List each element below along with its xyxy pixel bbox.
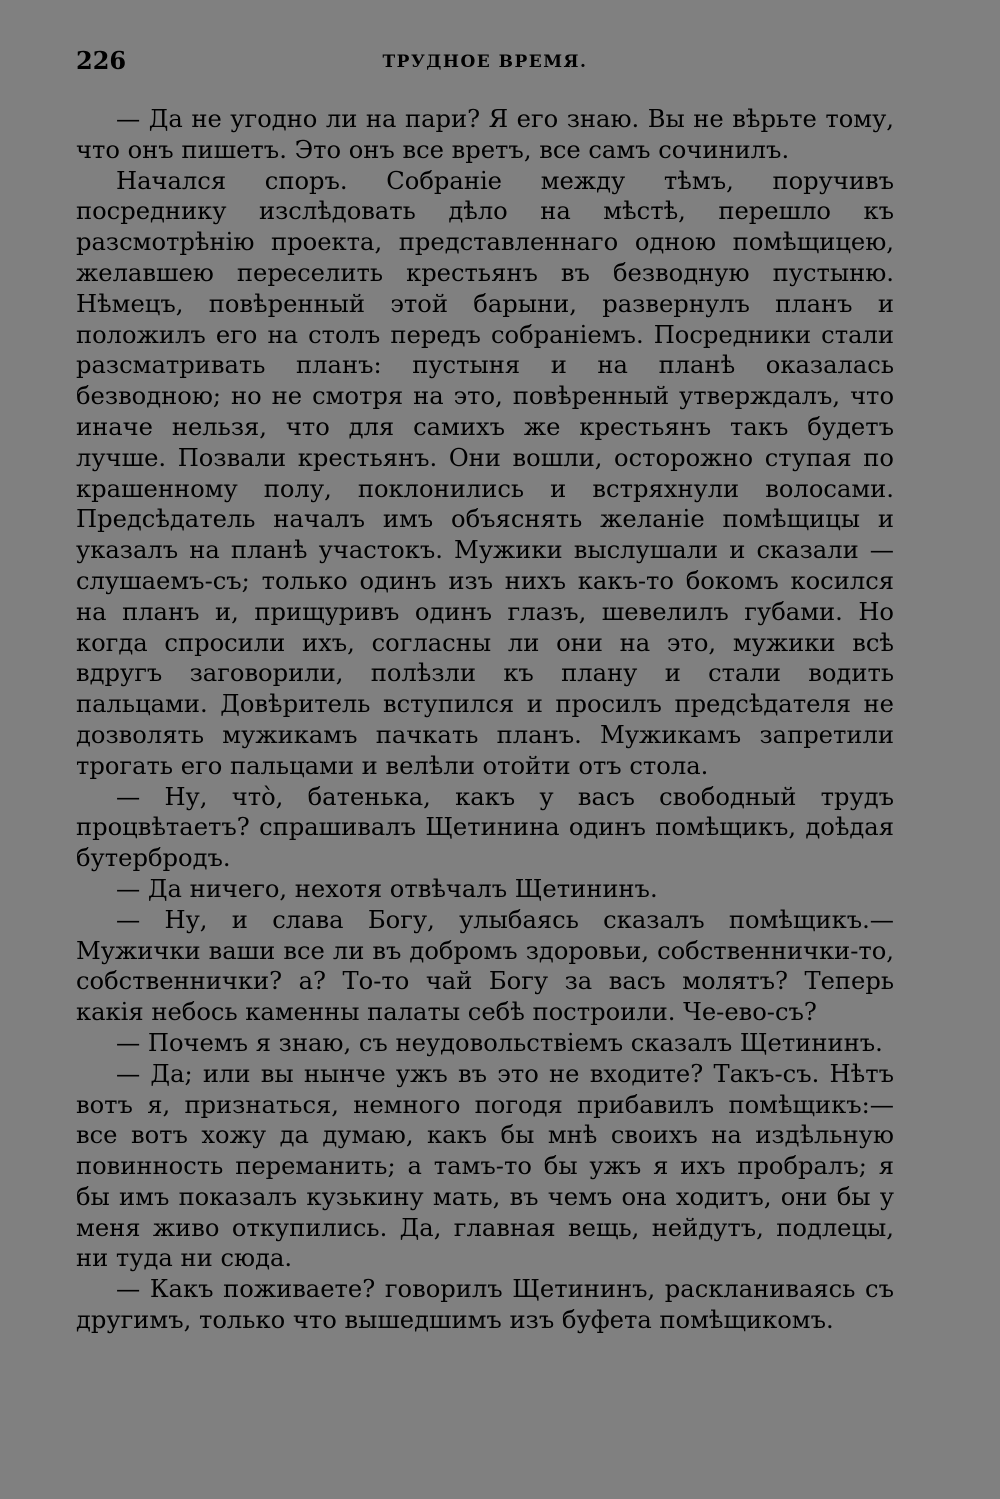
paragraph-landowner-mockery: — Ну, и слава Богу, улыбаясь сказалъ помѣщикъ.—Мужички ваши все ли въ добромъ здоровьи, собственнички-то, собственнички? а? То-то чай Богу за васъ молятъ? Теперь какія небось каменны палаты себѣ построили. Че-ево-съ? (76, 905, 894, 1027)
paragraph-shchetinin-displeasure: — Почемъ я знаю, съ неудовольствіемъ сказалъ Щетининъ. (116, 1028, 883, 1057)
running-title: ТРУДНОЕ ВРЕМЯ. (382, 52, 588, 72)
paragraph-landowner-question: — Ну, что̀, батенька, какъ у васъ свободный трудъ процвѣтаетъ? спрашивалъ Щетинина одинъ помѣщикъ, доѣдая бутербродъ. (76, 782, 894, 873)
paragraph-dispute-bet: — Да не угодно ли на пари? Я его знаю. Вы не вѣрьте тому, что онъ пишетъ. Это онъ все вретъ, все самъ сочинилъ. (76, 105, 894, 164)
paragraph-greeting: — Какъ поживаете? говорилъ Щетининъ, раскланиваясь съ другимъ, только что вышедшимъ изъ буфета помѣщикомъ. (76, 1275, 894, 1335)
page-number: 226 (76, 46, 127, 75)
book-page (76, 46, 894, 1446)
paragraph-shchetinin-reply: — Да ничего, нехотя отвѣчалъ Щетининъ. (116, 874, 658, 903)
paragraph-assembly-plan: Начался споръ. Собраніе между тѣмъ, поручивъ посреднику изслѣдовать дѣло на мѣстѣ, перешло къ разсмотрѣнію проекта, представленнаго одною помѣщицею, желавшею переселить крестьянъ въ безводную пустыню. Нѣмецъ, повѣренный этой барыни, развернулъ планъ и положилъ его на столъ передъ собраніемъ. Посредники стали разсматривать планъ: пустыня и на планѣ оказалась безводною; но не смотря на это, повѣренный утверждалъ, что иначе нельзя, что для самихъ же крестьянъ такъ будетъ лучше. Позвали крестьянъ. Они вошли, осторожно ступая по крашенному полу, поклонились и встряхнули волосами. Предсѣдатель началъ имъ объяснять желаніе помѣщицы и указалъ на планѣ участокъ. Мужики выслушали и сказали — слушаемъ-съ; только одинъ изъ нихъ какъ-то бокомъ косился на планъ и, прищуривъ одинъ глазъ, шевелилъ губами. Но когда спросили ихъ, согласны ли они на это, мужики всѣ вдругъ заговорили, полѣзли къ плану и стали водить пальцами. Довѣритель вступился и просилъ предсѣдателя не дозволять мужикамъ пачкать планъ. Мужикамъ запретили трогать его пальцами и велѣли отойти отъ стола. (76, 166, 894, 780)
paragraph-landowner-plans: — Да; или вы нынче ужъ въ это не входите? Такъ-съ. Нѣтъ вотъ я, признаться, немного погодя прибавилъ помѣщикъ:—все вотъ хожу да думаю, какъ бы мнѣ своихъ на издѣльную повинность переманить; а тамъ-то бы ужъ я ихъ пробралъ; я бы имъ показалъ кузькину мать, въ чемъ она ходитъ, они бы у меня живо откупились. Да, главная вещь, нейдутъ, подлецы, ни туда ни сюда. (76, 1059, 894, 1273)
body-text (76, 104, 894, 1336)
page-header (76, 46, 894, 86)
